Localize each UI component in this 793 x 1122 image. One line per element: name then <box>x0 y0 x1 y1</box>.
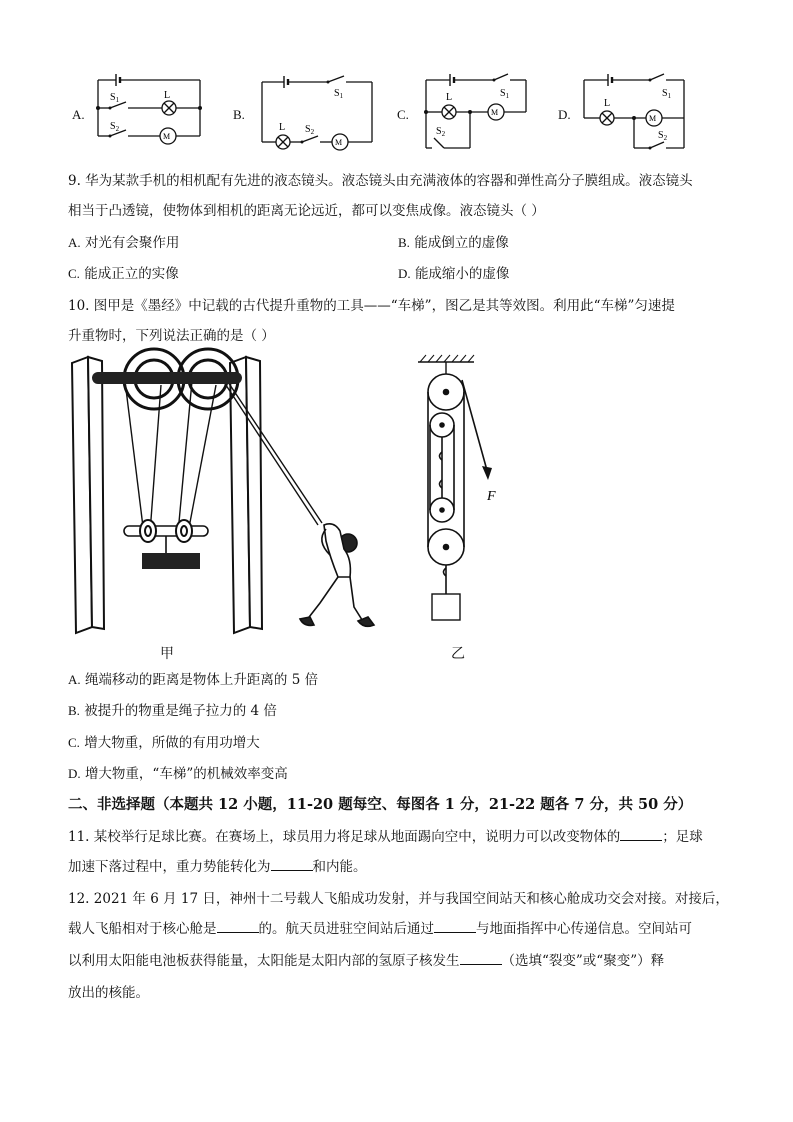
q10-option-c[interactable] <box>68 734 260 752</box>
q12-line-2-text-c: 与地面指挥中心传递信息。空间站可 <box>476 921 692 937</box>
q11-blank-2[interactable] <box>271 858 313 871</box>
circuit-d-lamp-label: L <box>604 98 611 109</box>
q9-option-b[interactable] <box>398 234 509 252</box>
figure-yi-pulley-diagram <box>410 352 520 624</box>
circuit-c-motor-label: M <box>491 108 499 117</box>
circuit-a-lamp-label: L <box>164 90 171 101</box>
q12-line-2 <box>68 920 692 938</box>
q11-line-2 <box>68 858 367 876</box>
circuit-diagram-d <box>578 66 690 154</box>
circuit-d-s2-label: $S_2$ <box>658 130 668 142</box>
circuit-option-b-letter: B. <box>233 107 245 122</box>
circuit-b-s2-label: $S_2$ <box>305 124 315 136</box>
q11-line-2-text-b: 和内能。 <box>312 859 367 875</box>
q10-stem-line-1: 10. 图甲是《墨经》中记载的古代提升重物的工具——“车梯”，图乙是其等效图。利用此“车梯”匀速提 <box>68 298 675 314</box>
q12-line-2-text-b: 的。航天员进驻空间站后通过 <box>258 921 434 937</box>
circuit-d-s1-label: $S_1$ <box>662 88 672 100</box>
circuit-c-lamp-label: L <box>446 92 453 103</box>
q12-line-3-text-a: 以利用太阳能电池板获得能量，太阳能是太阳内部的氢原子核发生 <box>68 953 460 969</box>
circuit-b-motor-label: M <box>335 138 343 147</box>
section-2-heading: 二、非选择题（本题共 12 小题，11-20 题每空、每图各 1 分，21-22 题各 7 分，共 50 分） <box>68 796 693 813</box>
q12-line-1: 12. 2021 年 6 月 17 日，神州十二号载人飞船成功发射，并与我国空间站天和核心舱成功交会对接。对接后， <box>68 891 729 907</box>
circuit-option-c-letter: C. <box>397 107 409 122</box>
q12-line-4: 放出的核能。 <box>68 985 149 1001</box>
circuit-diagram-b <box>256 68 384 152</box>
circuit-diagram-a <box>92 68 210 152</box>
q10-option-a-letter: A. <box>68 672 81 687</box>
circuit-d-motor-label: M <box>649 114 657 123</box>
q9-option-d[interactable] <box>398 265 509 283</box>
circuit-b-s1-label: $S_1$ <box>334 88 344 100</box>
circuit-option-d-letter: D. <box>558 107 571 122</box>
circuit-options-row <box>60 66 740 156</box>
circuit-diagram-c <box>420 66 532 154</box>
figure-jia-label: 甲 <box>160 646 174 662</box>
q12-line-3-text-b: （选填“裂变”或“聚变”）释 <box>501 953 665 969</box>
q11-line-2-text-a: 加速下落过程中，重力势能转化为 <box>68 859 271 875</box>
circuit-b-lamp-label: L <box>279 122 286 133</box>
q10-option-d-letter: D. <box>68 766 81 781</box>
q9-option-c-text: 能成正立的实像 <box>84 266 179 282</box>
q10-stem-line-2: 升重物时，下列说法正确的是（ ） <box>68 328 275 344</box>
q12-blank-3[interactable] <box>460 952 502 965</box>
q11-line-1-text-a: 11. 某校举行足球比赛。在赛场上，球员用力将足球从地面踢向空中，说明力可以改变物体的 <box>68 829 621 845</box>
q10-option-d[interactable] <box>68 765 288 783</box>
q12-line-2-text-a: 载人飞船相对于核心舱是 <box>68 921 217 937</box>
circuit-option-a-letter: A. <box>72 107 85 122</box>
q9-option-d-text: 能成缩小的虚像 <box>414 266 510 282</box>
q10-option-b-text: 被提升的物重是绳子拉力的 4 倍 <box>84 703 277 719</box>
q12-blank-2[interactable] <box>434 920 476 933</box>
circuit-a-motor-label: M <box>163 132 171 141</box>
q9-option-a[interactable] <box>68 234 179 252</box>
q9-stem-line-1: 9. 华为某款手机的相机配有先进的液态镜头。液态镜头由充满液体的容器和弹性高分子膜组成。液态镜头 <box>68 173 693 189</box>
q9-option-b-text: 能成倒立的虚像 <box>414 235 509 251</box>
q10-option-a-text: 绳端移动的距离是物体上升距离的 5 倍 <box>84 672 319 688</box>
q10-option-b-letter: B. <box>68 703 80 718</box>
figure-jia-hoist-illustration <box>68 345 380 637</box>
q9-option-a-text: 对光有会聚作用 <box>84 235 180 251</box>
q10-option-c-text: 增大物重，所做的有用功增大 <box>84 735 260 751</box>
q11-blank-1[interactable] <box>620 828 662 841</box>
q9-option-c-letter: C. <box>68 266 80 281</box>
q9-stem-line-2: 相当于凸透镜，使物体到相机的距离无论远近，都可以变焦成像。液态镜头（ ） <box>68 203 545 219</box>
q9-option-b-letter: B. <box>398 235 410 250</box>
q10-option-c-letter: C. <box>68 735 80 750</box>
q12-line-3 <box>68 952 664 970</box>
q9-option-d-letter: D. <box>398 266 411 281</box>
q9-option-a-letter: A. <box>68 235 81 250</box>
circuit-a-s2-label: $S_2$ <box>110 121 120 133</box>
figure-yi-force-label: F <box>487 489 496 504</box>
circuit-a-s1-label: $S_1$ <box>110 92 120 104</box>
q10-option-a[interactable] <box>68 671 318 689</box>
figure-yi-label: 乙 <box>451 646 465 662</box>
q11-line-1-text-b: ；足球 <box>662 829 703 845</box>
q10-option-d-text: 增大物重，“车梯”的机械效率变高 <box>84 766 288 782</box>
q11-line-1 <box>68 828 703 846</box>
circuit-c-s2-label: $S_2$ <box>436 126 446 138</box>
circuit-c-s1-label: $S_1$ <box>500 88 510 100</box>
q10-option-b[interactable] <box>68 702 277 720</box>
q12-blank-1[interactable] <box>217 920 259 933</box>
q9-option-c[interactable] <box>68 265 179 283</box>
